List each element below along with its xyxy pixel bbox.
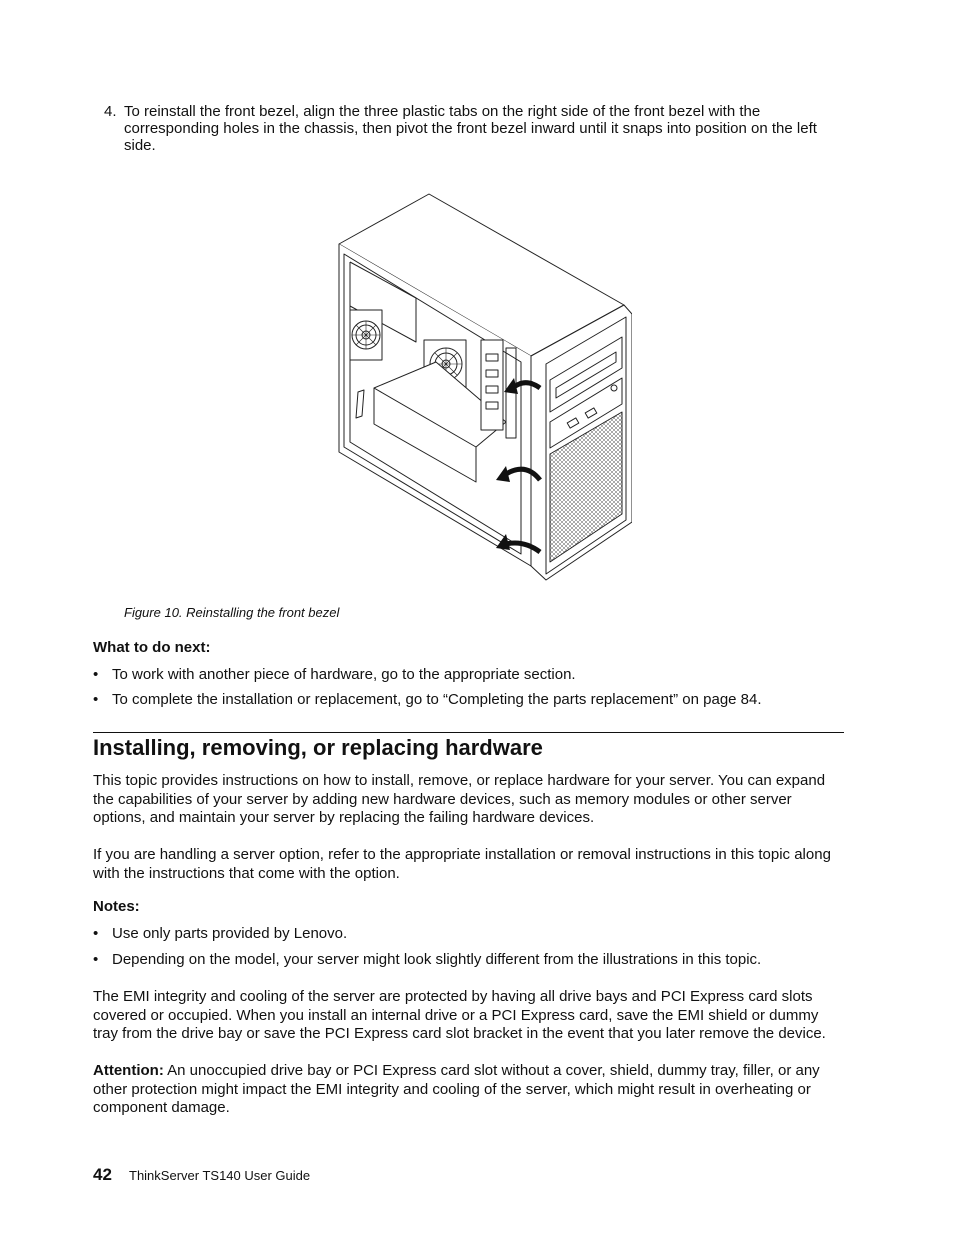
section-title: Installing, removing, or replacing hardware bbox=[93, 735, 543, 760]
notes-heading: Notes: bbox=[93, 898, 140, 915]
intro-paragraph: This topic provides instructions on how to install, remove, or replace hardware for your server. You can expand the capabilities of your server by adding new hardware devices, such as memory modules or other server options, and maintain your server by replacing the failing hardware devices. bbox=[93, 772, 826, 826]
footer-title: ThinkServer TS140 User Guide bbox=[129, 1168, 311, 1183]
front-bezel-illustration bbox=[336, 192, 632, 582]
what-to-do-next-heading: What to do next: bbox=[93, 639, 211, 656]
step-text: To reinstall the front bezel, align the three plastic tabs on the right side of the front bezel with the corresponding holes in the chassis, then pivot the front bezel inward until it snaps into position on the left side. bbox=[124, 103, 817, 154]
attention-label: Attention: bbox=[93, 1062, 164, 1079]
section-divider bbox=[93, 732, 844, 733]
step-number: 4. bbox=[104, 103, 117, 120]
list-item-text: To complete the installation or replacement, go to “Completing the parts replacement” on page 84. bbox=[112, 691, 762, 708]
list-item-text: To work with another piece of hardware, go to the appropriate section. bbox=[112, 666, 576, 683]
emi-paragraph: The EMI integrity and cooling of the server are protected by having all drive bays and PCI Express card slots covered or occupied. When you install an internal drive or a PCI Express card, save the EMI shield or dummy tray from the drive bay or save the PCI Express card slot bracket in the event that you later remove the device. bbox=[93, 988, 826, 1042]
attention-text: An unoccupied drive bay or PCI Express card slot without a cover, shield, dummy tray, filler, or any other protection might impact the EMI integrity and cooling of the server, which might result in overheating or component damage. bbox=[93, 1062, 820, 1116]
bullet-glyph: • bbox=[93, 691, 99, 708]
page-number: 42 bbox=[93, 1165, 112, 1184]
bullet-glyph: • bbox=[93, 951, 99, 968]
figure-caption: Figure 10. Reinstalling the front bezel bbox=[124, 605, 340, 620]
bullet-glyph: • bbox=[93, 666, 99, 683]
attention-paragraph bbox=[93, 1062, 845, 1118]
bullet-glyph: • bbox=[93, 925, 99, 942]
list-item-text: Use only parts provided by Lenovo. bbox=[112, 925, 348, 942]
option-paragraph: If you are handling a server option, refer to the appropriate installation or removal instructions in this topic along with the instructions that come with the option. bbox=[93, 846, 831, 882]
list-item-text: Depending on the model, your server might look slightly different from the illustrations in this topic. bbox=[112, 951, 762, 968]
